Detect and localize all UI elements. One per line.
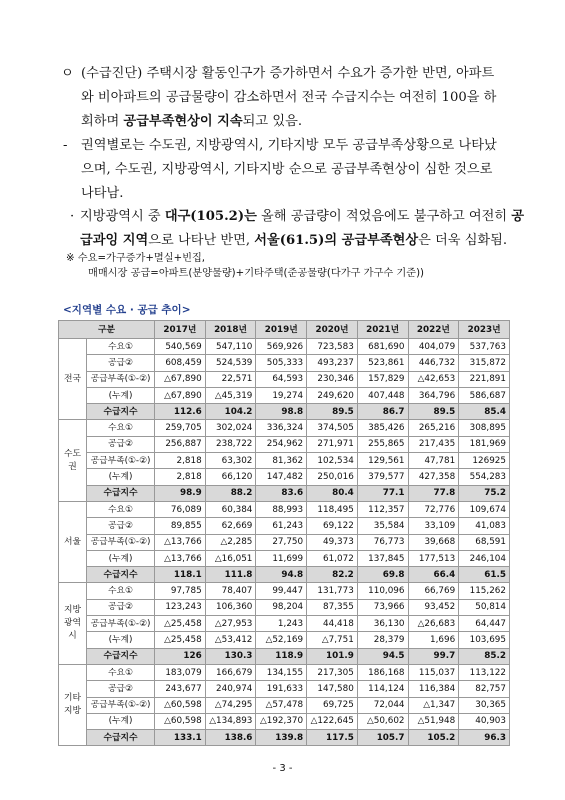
value-cell: 118.1 (155, 567, 206, 583)
value-cell: 104.2 (205, 404, 256, 420)
value-cell: 89.5 (408, 404, 459, 420)
value-cell: 64,447 (459, 616, 510, 632)
table-row (59, 371, 510, 387)
value-cell: 302,024 (205, 420, 256, 436)
table-row (59, 599, 510, 615)
value-cell: 147,482 (256, 469, 307, 485)
value-cell: 40,903 (459, 713, 510, 729)
value-cell: 364,796 (408, 387, 459, 403)
value-cell: 99.7 (408, 648, 459, 664)
value-cell: 166,679 (205, 664, 256, 680)
header-cell: 2023년 (459, 321, 510, 339)
table-row (59, 648, 510, 664)
table-row (59, 453, 510, 469)
value-cell: 157,829 (357, 371, 408, 387)
region-cell: 수도권 (59, 420, 87, 501)
header-cell: 2020년 (307, 321, 358, 339)
value-cell: 540,569 (155, 339, 206, 355)
region-cell: 서울 (59, 501, 87, 582)
value-cell: 72,776 (408, 501, 459, 517)
value-cell: 118,495 (307, 501, 358, 517)
value-cell: 112.6 (155, 404, 206, 420)
value-cell: 83.6 (256, 485, 307, 501)
value-cell: 61,072 (307, 550, 358, 566)
value-cell: 63,302 (205, 453, 256, 469)
text-run: 회하며 (81, 114, 124, 129)
value-cell: 608,459 (155, 355, 206, 371)
value-cell: 89,855 (155, 518, 206, 534)
row-label-cell: 공급부족(①-②) (87, 616, 155, 632)
value-cell: 547,110 (205, 339, 256, 355)
value-cell: 78,407 (205, 583, 256, 599)
footnote (66, 252, 424, 281)
paragraph-line: 권역별로는 수도권, 지방광역시, 기타지방 모두 공급부족상황으로 나타났 (81, 138, 497, 153)
value-cell: 96.3 (459, 730, 510, 746)
value-cell: △53,412 (205, 632, 256, 648)
value-cell: 69,122 (307, 518, 358, 534)
value-cell: 230,346 (307, 371, 358, 387)
paragraph-line (70, 229, 515, 253)
text-run: 지방광역시 중 (80, 209, 165, 224)
value-cell: 315,872 (459, 355, 510, 371)
region-cell: 지방 광역시 (59, 583, 87, 664)
value-cell: 109,674 (459, 501, 510, 517)
page-number: - 3 - (272, 763, 293, 774)
paragraph-line: 와 비아파트의 공급물량이 감소하면서 전국 수급지수는 여전히 100을 하 (81, 90, 497, 105)
supply-demand-table (58, 320, 510, 746)
value-cell: 41,083 (459, 518, 510, 534)
table-row (59, 339, 510, 355)
table-row (59, 583, 510, 599)
value-cell: 44,418 (307, 616, 358, 632)
value-cell: 77.1 (357, 485, 408, 501)
value-cell: 60,384 (205, 501, 256, 517)
value-cell: 221,891 (459, 371, 510, 387)
value-cell: △134,893 (205, 713, 256, 729)
value-cell: 66,120 (205, 469, 256, 485)
value-cell: △57,478 (256, 697, 307, 713)
value-cell: 62,669 (205, 518, 256, 534)
row-label-cell: 공급② (87, 681, 155, 697)
paragraph-line (70, 205, 525, 229)
row-label-cell: (누계) (87, 550, 155, 566)
value-cell: 336,324 (256, 420, 307, 436)
value-cell: 72,044 (357, 697, 408, 713)
table-row (59, 681, 510, 697)
value-cell: △7,751 (307, 632, 358, 648)
header-cell: 2021년 (357, 321, 408, 339)
row-label-cell: 수급지수 (87, 567, 155, 583)
value-cell: 505,333 (256, 355, 307, 371)
value-cell: 81,362 (256, 453, 307, 469)
text-run: 올해 공급량이 적었음에도 불구하고 여전히 (256, 209, 512, 224)
value-cell: 105.7 (357, 730, 408, 746)
value-cell: 33,109 (408, 518, 459, 534)
value-cell: 177,513 (408, 550, 459, 566)
value-cell: 681,690 (357, 339, 408, 355)
value-cell: 77.8 (408, 485, 459, 501)
paragraph-line: 으며, 수도권, 지방광역시, 기타지방 순으로 공급부족현상이 심한 것으로 (81, 162, 493, 177)
value-cell: △67,890 (155, 371, 206, 387)
value-cell: 238,722 (205, 436, 256, 452)
bold-text: 대구(105.2)는 (164, 209, 257, 224)
value-cell: 537,763 (459, 339, 510, 355)
value-cell: 243,677 (155, 681, 206, 697)
header-cell: 구분 (59, 321, 155, 339)
value-cell: 110,096 (357, 583, 408, 599)
value-cell: 586,687 (459, 387, 510, 403)
value-cell: △13,766 (155, 550, 206, 566)
value-cell: 374,505 (307, 420, 358, 436)
value-cell: △52,169 (256, 632, 307, 648)
table-row (59, 730, 510, 746)
row-label-cell: 공급부족(①-②) (87, 534, 155, 550)
value-cell: 123,243 (155, 599, 206, 615)
value-cell: 217,305 (307, 664, 358, 680)
value-cell: △2,285 (205, 534, 256, 550)
value-cell: 64,593 (256, 371, 307, 387)
header-cell: 2022년 (408, 321, 459, 339)
value-cell: 68,591 (459, 534, 510, 550)
value-cell: 88.2 (205, 485, 256, 501)
value-cell: 493,237 (307, 355, 358, 371)
value-cell: 82,757 (459, 681, 510, 697)
value-cell: 111.8 (205, 567, 256, 583)
value-cell: 255,865 (357, 436, 408, 452)
row-label-cell: 공급② (87, 355, 155, 371)
value-cell: △122,645 (307, 713, 358, 729)
value-cell: 2,818 (155, 453, 206, 469)
value-cell: 102,534 (307, 453, 358, 469)
value-cell: 89.5 (307, 404, 358, 420)
table-row (59, 420, 510, 436)
table-row (59, 485, 510, 501)
paragraph-line: 나타남. (81, 186, 124, 201)
value-cell: 11,699 (256, 550, 307, 566)
value-cell: 36,130 (357, 616, 408, 632)
value-cell: △25,458 (155, 616, 206, 632)
region-cell: 전국 (59, 339, 87, 420)
value-cell: 250,016 (307, 469, 358, 485)
value-cell: 271,971 (307, 436, 358, 452)
value-cell: △67,890 (155, 387, 206, 403)
row-label-cell: 수요① (87, 339, 155, 355)
table-title: <지역별 수요 · 공급 추이> (63, 304, 191, 316)
table-row (59, 713, 510, 729)
row-label-cell: 수급지수 (87, 648, 155, 664)
value-cell: △51,948 (408, 713, 459, 729)
row-label-cell: (누계) (87, 387, 155, 403)
value-cell: 112,357 (357, 501, 408, 517)
paragraph-metro-detail (70, 205, 525, 253)
header-cell: 2019년 (256, 321, 307, 339)
value-cell: 98,204 (256, 599, 307, 615)
value-cell: 427,358 (408, 469, 459, 485)
table-row (59, 436, 510, 452)
value-cell: 524,539 (205, 355, 256, 371)
row-label-cell: 수요① (87, 501, 155, 517)
value-cell: 259,705 (155, 420, 206, 436)
value-cell: 265,216 (408, 420, 459, 436)
value-cell: 246,104 (459, 550, 510, 566)
value-cell: △1,347 (408, 697, 459, 713)
row-label-cell: 공급② (87, 599, 155, 615)
value-cell: △27,953 (205, 616, 256, 632)
value-cell: 723,583 (307, 339, 358, 355)
value-cell: 101.9 (307, 648, 358, 664)
value-cell: △60,598 (155, 713, 206, 729)
value-cell: 385,426 (357, 420, 408, 436)
value-cell: 106,360 (205, 599, 256, 615)
value-cell: 116,384 (408, 681, 459, 697)
value-cell: 126925 (459, 453, 510, 469)
row-label-cell: (누계) (87, 469, 155, 485)
value-cell: 118.9 (256, 648, 307, 664)
value-cell: 80.4 (307, 485, 358, 501)
value-cell: 134,155 (256, 664, 307, 680)
footnote-line: ※ 수요=가구증가+멸실+빈집, (66, 253, 206, 264)
value-cell: 1,243 (256, 616, 307, 632)
value-cell: 66.4 (408, 567, 459, 583)
table-row (59, 534, 510, 550)
value-cell: 147,580 (307, 681, 358, 697)
value-cell: △74,295 (205, 697, 256, 713)
table-row (59, 387, 510, 403)
row-label-cell: 공급부족(①-②) (87, 371, 155, 387)
value-cell: 254,962 (256, 436, 307, 452)
value-cell: 404,079 (408, 339, 459, 355)
value-cell: 240,974 (205, 681, 256, 697)
value-cell: 85.2 (459, 648, 510, 664)
table-row (59, 355, 510, 371)
value-cell: 569,926 (256, 339, 307, 355)
row-label-cell: 공급② (87, 436, 155, 452)
value-cell: 105.2 (408, 730, 459, 746)
row-label-cell: (누계) (87, 632, 155, 648)
value-cell: 523,861 (357, 355, 408, 371)
bold-text: 공급부족현상이 지속 (123, 114, 243, 129)
value-cell: 126 (155, 648, 206, 664)
table-row (59, 501, 510, 517)
value-cell: △42,653 (408, 371, 459, 387)
value-cell: 69.8 (357, 567, 408, 583)
value-cell: △60,598 (155, 697, 206, 713)
value-cell: 97,785 (155, 583, 206, 599)
value-cell: 103,695 (459, 632, 510, 648)
table-row (59, 518, 510, 534)
value-cell: 28,379 (357, 632, 408, 648)
table-row (59, 632, 510, 648)
row-label-cell: 수급지수 (87, 404, 155, 420)
region-cell: 기타 지방 (59, 664, 87, 745)
value-cell: 115,262 (459, 583, 510, 599)
dot-bullet: · (70, 209, 75, 224)
row-label-cell: 수요① (87, 583, 155, 599)
value-cell: 115,037 (408, 664, 459, 680)
value-cell: 50,814 (459, 599, 510, 615)
value-cell: 446,732 (408, 355, 459, 371)
bold-text: 공 (511, 209, 525, 224)
row-label-cell: 수급지수 (87, 485, 155, 501)
value-cell: 61.5 (459, 567, 510, 583)
value-cell: 191,633 (256, 681, 307, 697)
value-cell: 82.2 (307, 567, 358, 583)
value-cell: 407,448 (357, 387, 408, 403)
table-row (59, 616, 510, 632)
table-header-row (59, 321, 510, 339)
value-cell: 1,696 (408, 632, 459, 648)
paragraph-supply-diagnosis (63, 62, 511, 134)
row-label-cell: 수요① (87, 420, 155, 436)
value-cell: 47,781 (408, 453, 459, 469)
value-cell: △25,458 (155, 632, 206, 648)
value-cell: △13,766 (155, 534, 206, 550)
value-cell: 86.7 (357, 404, 408, 420)
value-cell: 308,895 (459, 420, 510, 436)
footnote-line: 매매시장 공급=아파트(분양물량)+기타주택(준공물량(다가구 가구수 기준)) (88, 267, 425, 279)
value-cell: 554,283 (459, 469, 510, 485)
value-cell: △45,319 (205, 387, 256, 403)
value-cell: 61,243 (256, 518, 307, 534)
table-row (59, 664, 510, 680)
table-row (59, 469, 510, 485)
value-cell: 66,769 (408, 583, 459, 599)
table-row (59, 697, 510, 713)
value-cell: 2,818 (155, 469, 206, 485)
paragraph-line: (수급진단) 주택시장 활동인구가 증가하면서 수요가 증가한 반면, 아파트 (81, 66, 495, 81)
paragraph-line (63, 110, 511, 134)
value-cell: 249,620 (307, 387, 358, 403)
value-cell: 27,750 (256, 534, 307, 550)
dash-bullet: - (63, 138, 68, 153)
value-cell: 131,773 (307, 583, 358, 599)
paragraph-regional (63, 134, 511, 206)
value-cell: 93,452 (408, 599, 459, 615)
value-cell: 98.9 (155, 485, 206, 501)
row-label-cell: 수급지수 (87, 730, 155, 746)
value-cell: 87,355 (307, 599, 358, 615)
row-label-cell: 공급② (87, 518, 155, 534)
value-cell: 379,577 (357, 469, 408, 485)
value-cell: 76,089 (155, 501, 206, 517)
value-cell: 99,447 (256, 583, 307, 599)
value-cell: 186,168 (357, 664, 408, 680)
text-run: 은 더욱 심화됨. (418, 233, 508, 248)
value-cell: 113,122 (459, 664, 510, 680)
row-label-cell: 공급부족(①-②) (87, 453, 155, 469)
value-cell: 30,365 (459, 697, 510, 713)
header-cell: 2018년 (205, 321, 256, 339)
value-cell: 22,571 (205, 371, 256, 387)
bold-text: 급과잉 지역 (80, 233, 149, 248)
value-cell: △16,051 (205, 550, 256, 566)
value-cell: 129,561 (357, 453, 408, 469)
header-cell: 2017년 (155, 321, 206, 339)
value-cell: 217,435 (408, 436, 459, 452)
value-cell: 35,584 (357, 518, 408, 534)
value-cell: 85.4 (459, 404, 510, 420)
value-cell: 73,966 (357, 599, 408, 615)
value-cell: 94.5 (357, 648, 408, 664)
table-row (59, 404, 510, 420)
value-cell: 75.2 (459, 485, 510, 501)
value-cell: 114,124 (357, 681, 408, 697)
table-row (59, 567, 510, 583)
value-cell: △192,370 (256, 713, 307, 729)
value-cell: 181,969 (459, 436, 510, 452)
value-cell: 94.8 (256, 567, 307, 583)
bold-text: 서울(61.5)의 공급부족현상 (254, 233, 419, 248)
value-cell: 49,373 (307, 534, 358, 550)
value-cell: 133.1 (155, 730, 206, 746)
value-cell: △50,602 (357, 713, 408, 729)
value-cell: 76,773 (357, 534, 408, 550)
row-label-cell: 수요① (87, 664, 155, 680)
value-cell: 137,845 (357, 550, 408, 566)
table-row (59, 550, 510, 566)
value-cell: 130.3 (205, 648, 256, 664)
value-cell: 98.8 (256, 404, 307, 420)
value-cell: 183,079 (155, 664, 206, 680)
text-run: 으로 나타난 반면, (148, 233, 255, 248)
value-cell: 256,887 (155, 436, 206, 452)
text-run: 되고 있음. (242, 114, 303, 129)
value-cell: 39,668 (408, 534, 459, 550)
row-label-cell: (누계) (87, 713, 155, 729)
value-cell: 69,725 (307, 697, 358, 713)
row-label-cell: 공급부족(①-②) (87, 697, 155, 713)
value-cell: 19,274 (256, 387, 307, 403)
circle-bullet: ㅇ (61, 66, 74, 81)
value-cell: 139.8 (256, 730, 307, 746)
value-cell: 88,993 (256, 501, 307, 517)
value-cell: △26,683 (408, 616, 459, 632)
value-cell: 117.5 (307, 730, 358, 746)
value-cell: 138.6 (205, 730, 256, 746)
